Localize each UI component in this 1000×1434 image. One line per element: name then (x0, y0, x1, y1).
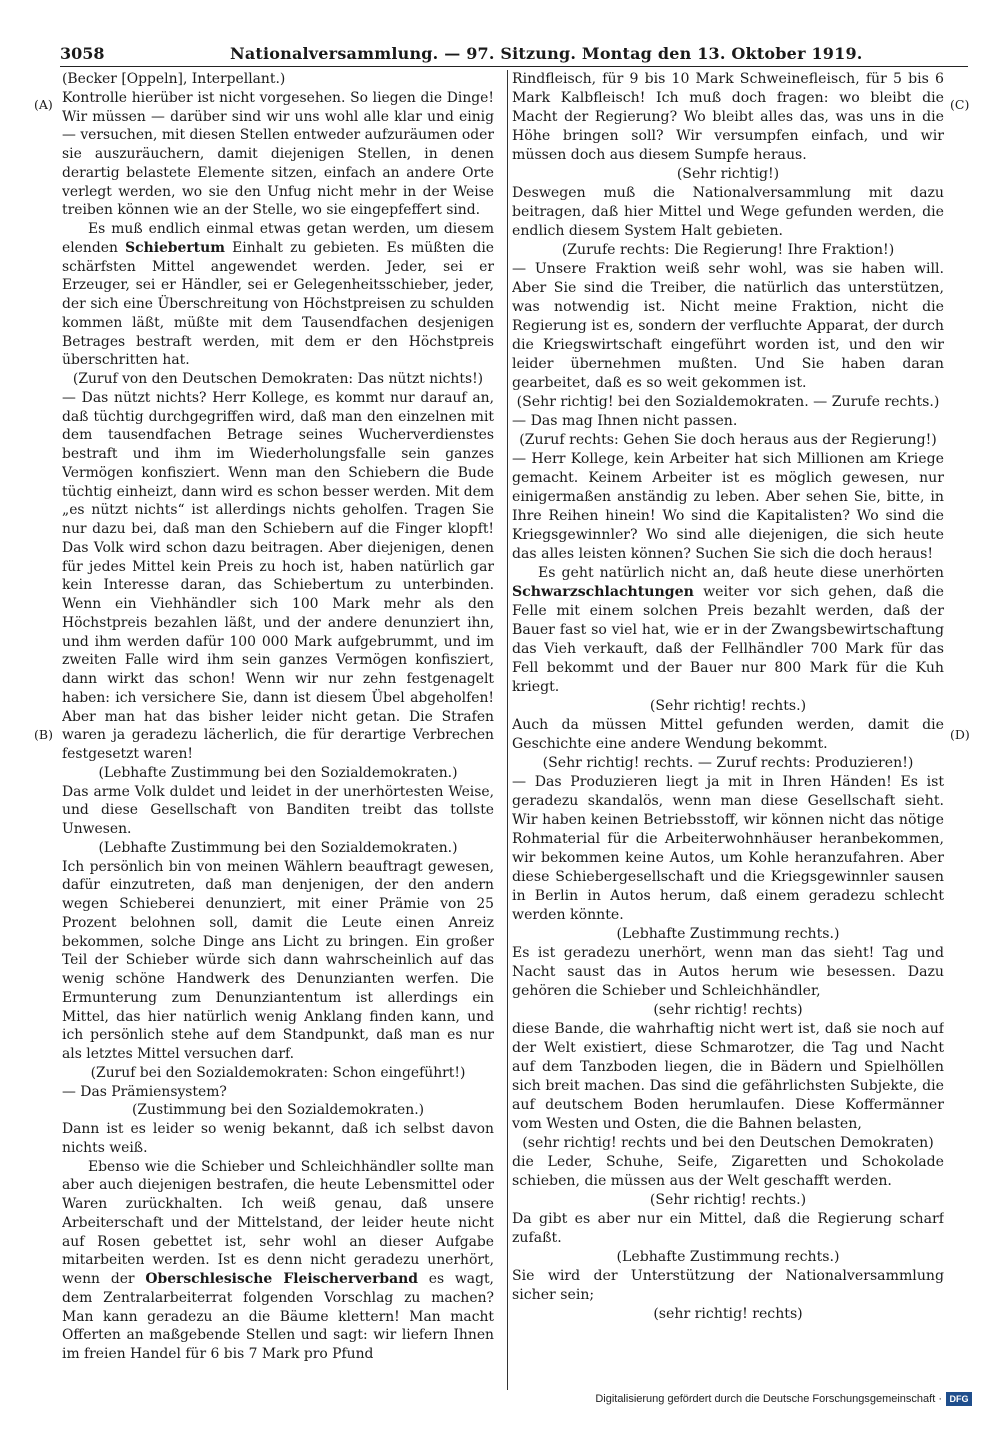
paragraph: Sie wird der Unterstützung der Nationalversammlung sicher sein; (512, 1268, 944, 1303)
interjection: (Sehr richtig! bei den Sozialdemokraten. — Zurufe rechts.) (516, 394, 940, 410)
emphasis-term: Schwarzschlachtungen (512, 584, 694, 600)
emphasis-term: Schiebertum (125, 239, 225, 256)
paragraph: Ebenso wie die Schieber und Schleichhändler sollte man aber auch diejenigen bestrafen, die heute Lebensmittel oder Waren zurückhalten. Ich weiß genau, daß unsere Arbeiterschaft und der Mittelstand, der leider heute nicht auf Rosen gebettet ist, sehr wohl an dieser Aufgabe mitarbeiten werden. Ist es denn nicht geradezu unerhört, wenn der Oberschlesische Fleischerverband es wagt, dem Zentralarbeiterrat folgenden Vorschlag zu machen? Man kann geradezu an die Bäume klettern! Man macht Offerten an maßgebende Stellen und sagt: wir liefern Ihnen im freien Handel für 6 bis 7 Mark pro Pfund (62, 1158, 494, 1362)
paragraph: diese Bande, die wahrhaftig nicht wert ist, daß sie noch auf der Welt existiert, diese Schmarotzer, die Tag und Nacht auf dem Tanzboden liegen, die in Bädern und Spielhöllen sich breit machen. Das sind die gefährlichsten Subjekte, die auf deutschem Boden herumlaufen. Diese Koffermänner vom Westen und Osten, die die Bahnen belasten, (512, 1021, 944, 1132)
paragraph: Auch da müssen Mittel gefunden werden, damit die Geschichte eine andere Wendung bekommt. (512, 717, 944, 752)
paragraph: Es geht natürlich nicht an, daß heute diese unerhörten Schwarzschlachtungen weiter vor sich gehen, daß die Felle mit einem solchen Preis bezahlt werden, daß der Bauer fast so viel hat, wie er in der Zwangsbewirtschaftung das Vieh verkauft, daß der Fellhändler 700 Mark für das Fell bekommt und der Bauer nur 800 Mark für die Kuh kriegt. (512, 565, 944, 695)
running-title: Nationalversammlung. — 97. Sitzung. Montag den 13. Oktober 1919. (230, 44, 863, 63)
speaker-note: (Becker [Oppeln], Interpellant.) (62, 71, 286, 87)
column-divider (507, 70, 508, 1390)
margin-label-b: (B) (34, 727, 53, 742)
paragraph: Das arme Volk duldet und leidet in der unerhörtesten Weise, und diese Gesellschaft von Banditen treibt das tollste Unwesen. (62, 783, 494, 837)
interjection: (Sehr richtig! rechts.) (649, 698, 807, 714)
interjection: (Sehr richtig! rechts. — Zuruf rechts: Produzieren!) (542, 755, 914, 771)
interjection: (sehr richtig! rechts und bei den Deutschen Demokraten) (522, 1135, 934, 1151)
dfg-logo: DFG (946, 1392, 972, 1406)
paragraph: — Unsere Fraktion weiß sehr wohl, was sie haben will. Aber Sie sind die Treiber, die natürlich das unterstützen, was notwendig ist. Nicht meine Fraktion, nicht die Regierung ist es, sondern der verfluchte Apparat, der durch die Kriegswirtschaft eingeführt worden ist, und den wir leider übernehmen mußten. Und Sie haben daran gearbeitet, daß es so weit gekommen ist. (512, 261, 944, 391)
paragraph: — Herr Kollege, kein Arbeiter hat sich Millionen am Kriege gemacht. Keinem Arbeiter ist es möglich gewesen, nur einigermaßen anständig zu leben. Aber sehen Sie, bitte, in Ihre Reihen hinein! Wo sind die Kapitalisten? Wo sind die Kriegsgewinnler? Wo sind alle diejenigen, die sich heute das alles leisten können? Suchen Sie sich die doch heraus! (512, 451, 944, 562)
paragraph: Kontrolle hierüber ist nicht vorgesehen. So liegen die Dinge! Wir müssen — darüber sind wir uns wohl alle klar und einig — versuchen, mit diesen Stellen entweder aufzuräumen oder sie auszuräuchern, damit diejenigen Stellen, in denen derartig belastete Elemente sitzen, einfach an andere Orte verlegt werden, wo sie den Unfug nicht mehr in der Weise treiben können wie an der Stelle, wo sie eingepfeffert sind. (62, 89, 494, 219)
page-number: 3058 (60, 44, 105, 63)
interjection: (Zurufe rechts: Die Regierung! Ihre Fraktion!) (561, 242, 895, 258)
paragraph: Da gibt es aber nur ein Mittel, daß die Regierung scharf zufaßt. (512, 1211, 944, 1246)
margin-label-c: (C) (950, 97, 970, 112)
interjection: (Zuruf von den Deutschen Demokraten: Das nützt nichts!) (72, 371, 484, 387)
header-rule (60, 66, 968, 67)
interjection: (Lebhafte Zustimmung bei den Sozialdemokraten.) (98, 764, 458, 781)
interjection: (Sehr richtig! rechts.) (649, 1192, 807, 1208)
paragraph: — Das Produzieren liegt ja mit in Ihren Händen! Es ist geradezu skandalös, wenn man diese Gesellschaft sieht. Wir haben keinen Betriebsstoff, wir können nicht das nötige Rohmaterial für die Arbeiterwohnhäuser heranbekommen, wir bekommen keine Autos, um Kohle heranzufahren. Aber diese Schiebergesellschaft und die Kriegsgewinnler sausen in Berlin in Autos herum, daß einem geradezu schlecht werden könnte. (512, 774, 944, 923)
interjection: (Lebhafte Zustimmung bei den Sozialdemokraten.) (98, 839, 458, 856)
emphasis-term: Oberschlesische Fleischerverband (145, 1271, 418, 1287)
paragraph: Rindfleisch, für 9 bis 10 Mark Schweinefleisch, für 5 bis 6 Mark Kalbfleisch! Ich muß doch fragen: wo bleibt die Macht der Regierung? Wo bleibt alles das, was uns in die Höhe bringen soll? Wir versumpfen einfach, und wir müssen doch aus diesem Sumpfe heraus. (512, 71, 944, 163)
footer-text: Digitalisierung gefördert durch die Deutsche Forschungsgemeinschaft · (595, 1393, 942, 1405)
interjection: (sehr richtig! rechts) (653, 1306, 803, 1322)
paragraph: — Das Prämiensystem? (62, 1083, 227, 1100)
paragraph: Es ist geradezu unerhört, wenn man das sieht! Tag und Nacht saust das in Autos herum wie besessen. Dazu gehören die Schieber und Schleichhändler, (512, 945, 944, 999)
paragraph: Dann ist es leider so wenig bekannt, daß ich selbst davon nichts weiß. (62, 1121, 494, 1156)
paragraph: — Das nützt nichts? Herr Kollege, es kommt nur darauf an, daß tüchtig durchgegriffen wird, daß man den einzelnen mit dem tausendfachen Betrage seines Wucherverdienstes bestraft und ihm im Wiederholungsfalle sein ganzes Vermögen konfisziert. Wenn man den Schiebern die Bude tüchtig einheizt, dann wird es schon besser werden. Mit dem „es nützt nichts“ ist allerdings nichts geholfen. Tragen Sie nur dazu bei, daß man den Schiebern auf die Finger klopft! Das Volk wird schon dazu beitragen. Aber diejenigen, denen für jedes Mittel kein Preis zu hoch ist, haben natürlich gar kein Interesse daran, das Schiebertum zu unterbinden. Wenn ein Viehhändler sich 100 Mark mehr als den Höchstpreis bezahlen läßt, und der andere denunziert ihn, und ihm werden dafür 100 000 Mark aufgebrummt, und im zweiten Falle wird ihm sein ganzes Vermögen konfisziert, dann wirkt das schon! Wenn wir nur zehn festgenagelt haben: ich versichere Sie, dann ist diesem Übel abgeholfen! Aber man hat das bisher leider nicht getan. Die Strafen waren ja geradezu lächerlich, die für derartige Verbrechen festgesetzt waren! (62, 389, 494, 762)
paragraph: — Das mag Ihnen nicht passen. (512, 413, 738, 429)
interjection: (Zuruf rechts: Gehen Sie doch heraus aus der Regierung!) (519, 432, 937, 448)
interjection: (Lebhafte Zustimmung rechts.) (616, 1249, 840, 1265)
interjection: (sehr richtig! rechts) (653, 1002, 803, 1018)
right-column (512, 70, 944, 1390)
paragraph: Ich persönlich bin von meinen Wählern beauftragt gewesen, dafür einzutreten, daß man denjenigen, der den andern wegen Schieberei denunziert, mit einer Prämie von 25 Prozent belohnen soll, damit die Leute einen Anreiz bekommen, solche Dinge ans Licht zu bringen. Ein großer Teil der Schieber würde sich dann wahrscheinlich auf das wenig schöne Handwerk des Denunzianten werfen. Die Ermunterung zum Denunziantentum ist allerdings ein Mittel, das hier natürlich wenig Anklang finden kann, und ich persönlich stehe auf dem Standpunkt, daß man es nur als letztes Mittel versuchen darf. (62, 858, 494, 1062)
interjection: (Lebhafte Zustimmung rechts.) (616, 926, 840, 942)
footer-credit (595, 1390, 972, 1408)
paragraph: Deswegen muß die Nationalversammlung mit dazu beitragen, daß hier Mittel und Wege gefunden werden, die endlich diesem System Halt gebieten. (512, 185, 944, 239)
margin-label-d: (D) (950, 727, 970, 742)
interjection: (Zuruf bei den Sozialdemokraten: Schon eingeführt!) (90, 1064, 466, 1081)
page-header (60, 44, 970, 66)
left-column (62, 70, 494, 1390)
interjection: (Sehr richtig!) (676, 166, 780, 182)
interjection: (Zustimmung bei den Sozialdemokraten.) (131, 1102, 425, 1119)
margin-label-a: (A) (34, 97, 53, 112)
paragraph: Es muß endlich einmal etwas getan werden, um diesem elenden Schiebertum Einhalt zu gebieten. Es müßten die schärfsten Mittel angewendet werden. Jeder, sei er Erzeuger, sei er Händler, sei er Gelegenheitsschieber, jeder, der sich eine Überschreitung von Höchstpreisen zu schulden kommen läßt, müßte mit dem Tausendfachen desjenigen Betrages bestraft werden, mit dem er den Höchstpreis überschritten hat. (62, 221, 494, 369)
paragraph: die Leder, Schuhe, Seife, Zigaretten und Schokolade schieben, die müssen aus der Welt geschafft werden. (512, 1154, 944, 1189)
